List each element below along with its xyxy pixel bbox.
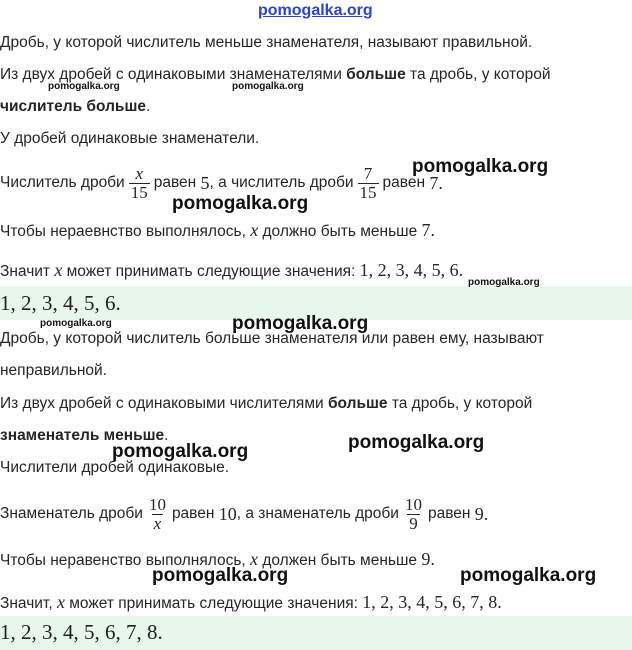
p1-cmp-text-c: , а числитель дроби — [209, 174, 354, 191]
p2-ineq-text-a: Чтобы неравенство выполнялось, — [0, 552, 251, 569]
p2-values-text-b: может принимать следующие значения: — [64, 595, 363, 612]
p2-fraction-2 — [403, 496, 424, 533]
p1-inequality — [0, 220, 435, 241]
p2-fraction-2-num: 10 — [404, 494, 422, 514]
p1-rule-text-end: та дробь, у которой — [405, 66, 551, 83]
watermark: pomogalka.org — [112, 441, 249, 462]
p2-definition-line1: Дробь, у которой числитель больше знаменателя или равен ему, называют — [0, 330, 544, 347]
p2-cmp-text-b: равен — [171, 505, 215, 522]
p1-cmp-value-1: 5 — [200, 172, 210, 193]
p2-ineq-value: 9. — [421, 549, 435, 569]
p1-fraction-2 — [358, 165, 379, 202]
p2-comparison — [0, 488, 488, 540]
p1-fraction-1 — [129, 165, 150, 202]
p1-values-list: 1, 2, 3, 4, 5, 6. — [359, 260, 464, 280]
p2-answer: 1, 2, 3, 4, 5, 6, 7, 8. — [0, 620, 163, 644]
p1-rule-bold: больше — [346, 66, 406, 83]
p2-ineq-text-b: должен быть меньше — [258, 552, 422, 569]
p2-fraction-1-den: x — [153, 513, 162, 533]
p2-definition-line2: неправильной. — [0, 362, 107, 379]
p2-rule-line1 — [0, 395, 532, 413]
watermark: pomogalka.org — [460, 565, 597, 586]
p1-ineq-text-b: должно быть меньше — [258, 223, 422, 240]
p1-values-text-a: Значит — [0, 263, 55, 280]
p1-ineq-text-a: Чтобы нераевнство выполнялось, — [0, 223, 251, 240]
p2-cmp-value-2: 9. — [474, 503, 489, 524]
p2-rule-bold: больше — [327, 395, 388, 412]
p1-ineq-value: 7. — [421, 220, 436, 240]
p2-same-numerators: Числители дробей одинаковые. — [0, 459, 230, 476]
p1-answer: 1, 2, 3, 4, 5, 6. — [0, 291, 121, 315]
p1-cmp-text-a: Числитель дроби — [0, 174, 125, 191]
watermark: pomogalka.org — [348, 432, 485, 453]
p1-values-line — [0, 260, 463, 281]
p1-values-var: x — [54, 260, 63, 280]
watermark: pomogalka.org — [232, 81, 304, 92]
watermark: pomogalka.org — [468, 277, 540, 288]
p1-rule-text: Из двух дробей с одинаковыми знаменателями — [0, 66, 347, 83]
p2-rule-text: Из двух дробей с одинаковыми числителями — [0, 395, 328, 412]
p2-rule-dot: . — [164, 427, 169, 444]
watermark: pomogalka.org — [40, 318, 112, 329]
p2-values-list: 1, 2, 3, 4, 5, 6, 7, 8. — [362, 592, 502, 612]
p1-fraction-2-den: 15 — [359, 182, 377, 202]
p2-cmp-value-1: 10 — [218, 503, 237, 524]
p2-fraction-2-den: 9 — [409, 513, 418, 533]
p1-rule-line2 — [0, 98, 150, 116]
p1-rule-bold2: числитель больше — [0, 98, 146, 115]
watermark: pomogalka.org — [152, 565, 289, 586]
p2-values-text-a: Значит, — [0, 595, 57, 612]
p2-cmp-text-a: Знаменатель дроби — [0, 505, 143, 522]
p2-fraction-1 — [147, 496, 168, 533]
p1-rule-dot: . — [146, 98, 151, 115]
p2-ineq-var: x — [250, 549, 259, 569]
p2-fraction-1-num: 10 — [148, 494, 166, 514]
p1-ineq-var: x — [250, 220, 259, 240]
watermark: pomogalka.org — [48, 81, 120, 92]
p1-same-denominators: У дробей одинаковые знаменатели. — [0, 130, 260, 147]
p2-values-var: x — [56, 592, 65, 612]
p2-rule-bold2: знаменатель меньше — [0, 427, 165, 444]
p2-cmp-text-d: равен — [427, 505, 471, 522]
p1-fraction-1-num: x — [135, 163, 143, 183]
watermark: pomogalka.org — [232, 313, 369, 334]
p1-cmp-text-d: равен — [382, 174, 426, 191]
p2-values-line — [0, 592, 502, 613]
p1-cmp-text-b: равен — [153, 174, 197, 191]
watermark: pomogalka.org — [172, 193, 309, 214]
watermark: pomogalka.org — [412, 156, 549, 177]
p1-fraction-2-num: 7 — [363, 163, 373, 183]
p1-fraction-1-den: 15 — [130, 182, 148, 202]
p2-cmp-text-c: , а знаменатель дроби — [236, 505, 399, 522]
p1-definition: Дробь, у которой числитель меньше знаменателя, называют правильной. — [0, 34, 533, 51]
p1-values-text-b: может принимать следующие значения: — [62, 263, 360, 280]
watermark-top: pomogalka.org — [258, 2, 373, 19]
p1-cmp-value-2: 7. — [429, 172, 443, 193]
p2-rule-text-end: та дробь, у которой — [387, 395, 533, 412]
